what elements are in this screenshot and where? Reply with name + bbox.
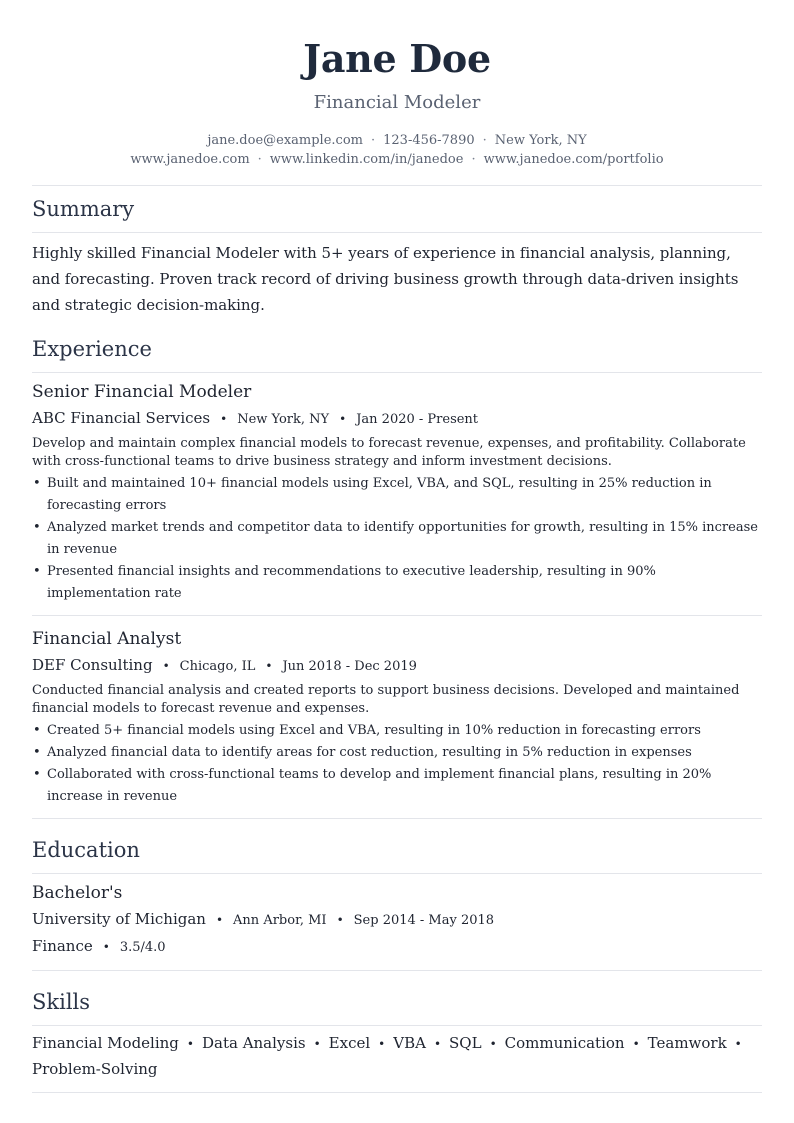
skill-item: VBA <box>393 1034 426 1052</box>
bullet-glyph: • <box>33 745 41 760</box>
achievement-item <box>32 742 762 764</box>
skill-separator: • <box>433 1037 442 1051</box>
degree-title: Bachelor's <box>32 883 123 903</box>
contact-row-links <box>32 150 762 169</box>
bullet-glyph: • <box>33 520 41 535</box>
contact-row-primary <box>32 131 762 150</box>
section-title-skills: Skills <box>32 990 91 1014</box>
achievement-item <box>32 517 762 561</box>
achievement-text: Created 5+ financial models using Excel and VBA, resulting in 10% reduction in forecasting errors <box>47 723 701 738</box>
achievement-item <box>32 720 762 742</box>
bullet-glyph: • <box>33 564 41 579</box>
field-of-study: Finance <box>32 937 93 955</box>
section-divider <box>32 372 762 373</box>
section-title-summary: Summary <box>32 197 135 221</box>
meta-separator: • <box>339 412 347 426</box>
candidate-name: Jane Doe <box>303 36 491 81</box>
education-entry <box>32 881 762 959</box>
achievement-item <box>32 473 762 517</box>
job-company: DEF Consulting <box>32 656 153 674</box>
skill-item: Communication <box>504 1034 625 1052</box>
location-text: New York, NY <box>494 133 587 148</box>
skill-separator: • <box>632 1037 640 1051</box>
section-divider <box>32 1092 762 1093</box>
skill-separator: • <box>489 1037 497 1051</box>
school-name: University of Michigan <box>32 910 206 928</box>
phone-number[interactable]: 123-456-7890 <box>383 133 475 148</box>
skill-separator: • <box>378 1037 386 1051</box>
achievement-text: Collaborated with cross-functional teams to develop and implement financial plans, resulting in 20% increase in revenue <box>47 767 712 804</box>
skill-item: Excel <box>328 1034 371 1052</box>
entry-divider <box>32 970 762 971</box>
education-meta <box>32 908 762 932</box>
meta-separator: • <box>336 913 344 927</box>
bullet-glyph: • <box>33 723 41 738</box>
meta-separator: • <box>102 940 110 954</box>
achievement-text: Built and maintained 10+ financial models using Excel, VBA, and SQL, resulting in 25% reduction in forecasting errors <box>47 476 712 513</box>
job-entry <box>32 380 762 605</box>
section-title-experience: Experience <box>32 337 152 361</box>
section-divider <box>32 185 762 186</box>
job-meta <box>32 407 762 431</box>
email-link[interactable]: jane.doe@example.com <box>207 133 363 148</box>
education-dates: Sep 2014 - May 2018 <box>353 913 495 928</box>
achievement-item <box>32 561 762 605</box>
website-link[interactable]: www.janedoe.com <box>130 152 250 167</box>
section-divider <box>32 232 762 233</box>
school-location: Ann Arbor, MI <box>233 913 327 928</box>
entry-divider <box>32 818 762 819</box>
skill-item: Problem-Solving <box>32 1060 158 1078</box>
job-title: Senior Financial Modeler <box>32 382 252 402</box>
meta-separator: • <box>162 659 170 673</box>
summary-text: Highly skilled Financial Modeler with 5+ years of experience in financial analysis, planning, and forecasting. Proven track record of driving business growth through data-driven insights and strategic decision-making. <box>32 244 739 314</box>
bullet-glyph: • <box>33 767 41 782</box>
achievement-item <box>32 764 762 808</box>
contact-separator: · <box>482 133 487 148</box>
skill-item: SQL <box>449 1034 482 1052</box>
job-company: ABC Financial Services <box>32 409 211 427</box>
job-description: Conducted financial analysis and created reports to support business decisions. Developed and maintained financial models to forecast revenue and expenses. <box>32 683 740 716</box>
job-location: New York, NY <box>237 412 330 427</box>
meta-separator: • <box>215 913 224 927</box>
job-meta <box>32 654 762 678</box>
candidate-role: Financial Modeler <box>313 92 481 113</box>
resume-header <box>32 0 762 169</box>
contact-separator: · <box>370 133 376 148</box>
meta-separator: • <box>265 659 273 673</box>
skill-item: Data Analysis <box>201 1034 306 1052</box>
achievement-text: Analyzed financial data to identify areas for cost reduction, resulting in 5% reduction in expenses <box>47 745 692 760</box>
contact-separator: · <box>257 152 262 167</box>
achievement-text: Presented financial insights and recommendations to executive leadership, resulting in 90% implementation rate <box>47 564 656 601</box>
achievement-text: Analyzed market trends and competitor data to identify opportunities for growth, resulting in 15% increase in revenue <box>47 520 758 557</box>
job-title: Financial Analyst <box>32 629 182 649</box>
job-dates: Jan 2020 - Present <box>356 412 479 427</box>
section-divider <box>32 1025 762 1026</box>
education-details <box>32 935 762 959</box>
section-title-education: Education <box>32 838 140 862</box>
bullet-glyph: • <box>33 476 41 491</box>
skill-separator: • <box>186 1037 194 1051</box>
skill-separator: • <box>313 1037 321 1051</box>
job-entry <box>32 627 762 808</box>
meta-separator: • <box>220 412 228 426</box>
job-dates: Jun 2018 - Dec 2019 <box>282 659 417 674</box>
skill-separator: • <box>734 1037 742 1051</box>
portfolio-link[interactable]: www.janedoe.com/portfolio <box>483 152 664 167</box>
linkedin-link[interactable]: www.linkedin.com/in/janedoe <box>269 152 464 167</box>
job-location: Chicago, IL <box>179 659 256 674</box>
skill-item: Teamwork <box>647 1034 727 1052</box>
gpa-value: 3.5/4.0 <box>119 940 166 955</box>
contact-separator: · <box>471 152 476 167</box>
job-achievements <box>32 473 762 605</box>
entry-divider <box>32 615 762 616</box>
skill-item: Financial Modeling <box>32 1034 179 1052</box>
job-achievements <box>32 720 762 808</box>
skills-list <box>32 1031 762 1082</box>
section-divider <box>32 873 762 874</box>
job-description: Develop and maintain complex financial models to forecast revenue, expenses, and profitability. Collaborate with cross-functional teams to drive business strategy and inform investment decisions. <box>32 436 746 469</box>
